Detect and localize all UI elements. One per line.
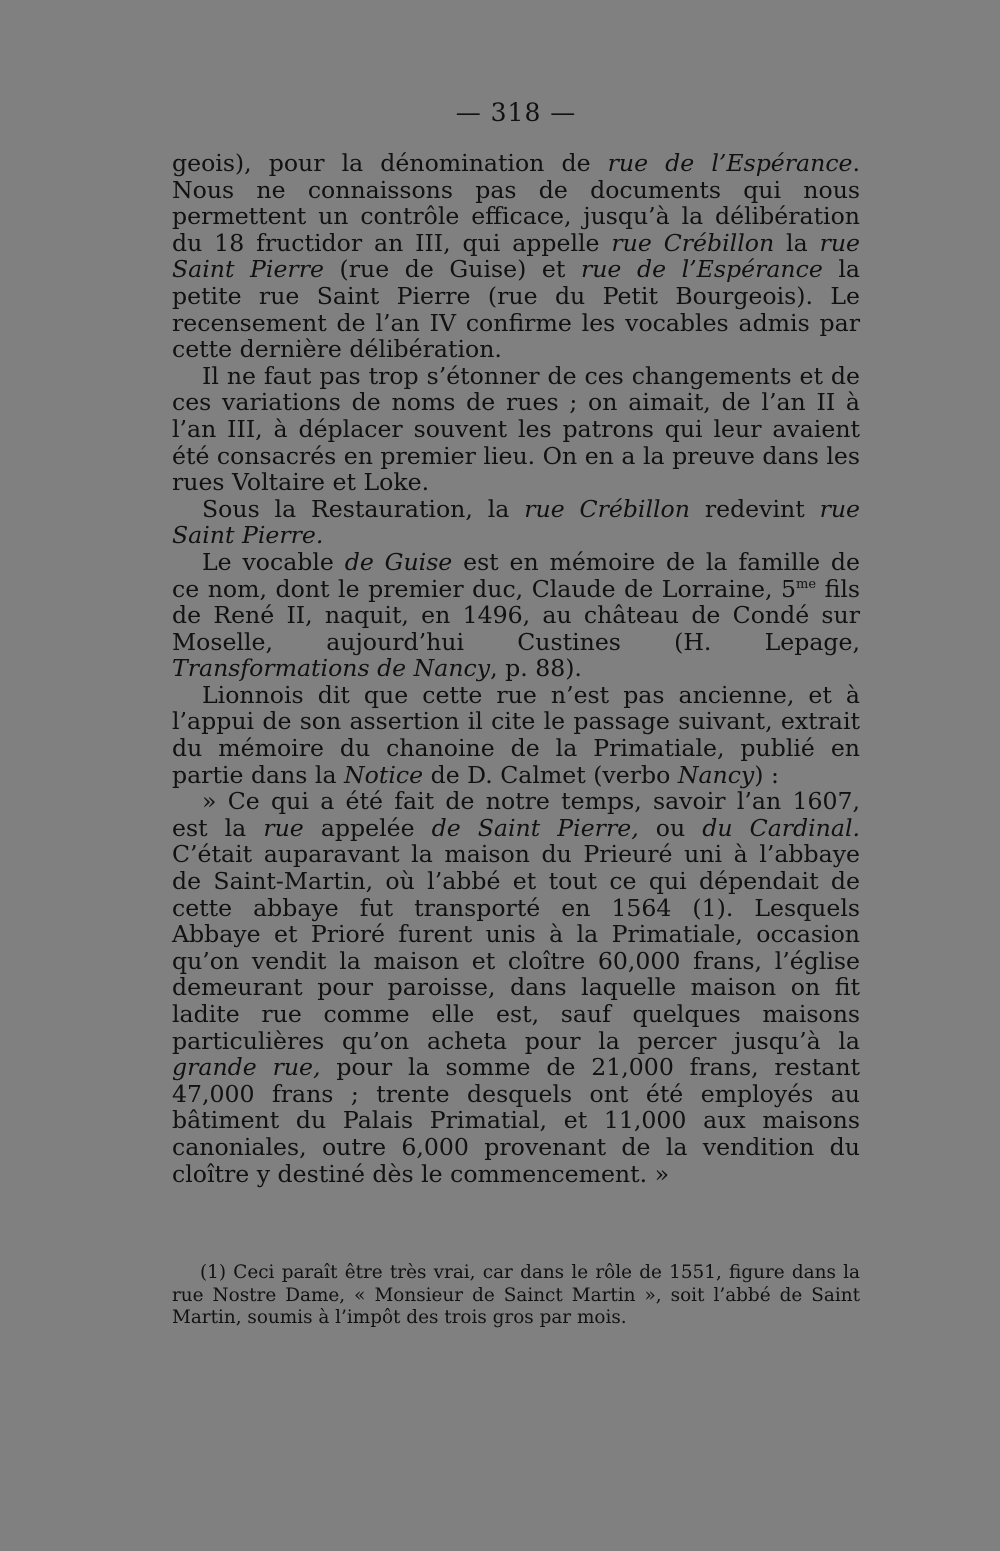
book-page — [172, 0, 860, 1551]
footnote — [172, 1262, 860, 1330]
italic-text: Nancy — [677, 760, 755, 789]
italic-text: Transformations de Nancy — [172, 654, 491, 683]
italic-text: rue de l’Espérance — [580, 255, 823, 284]
italic-text: rue Saint Pierre — [172, 228, 860, 284]
italic-text: rue Saint Pierre. — [172, 494, 861, 550]
paragraph: Sous la Restauration, la rue Crébillon redevint rue Saint Pierre. — [172, 494, 861, 550]
italic-text: de Guise — [344, 547, 453, 576]
paragraph: Il ne faut pas trop s’étonner de ces changements et de ces variations de noms de rues ; on aimait, de l’an II à l’an III, à déplacer souvent les patrons qui leur avaient été consacrés en premier lieu. On en a la preuve dans les rues Voltaire et Loke. — [172, 361, 860, 497]
italic-text: de Saint Pierre, — [431, 813, 639, 842]
paragraph: Lionnois dit que cette rue n’est pas ancienne, et à l’appui de son assertion il cite le passage suivant, extrait du mémoire du chanoine de la Primatiale, publié en partie dans la Notice de D. Calmet (verbo Nancy) : — [172, 680, 860, 789]
italic-text: du Cardinal. — [702, 813, 860, 842]
italic-text: rue Crébillon — [611, 228, 775, 257]
italic-text: Notice — [344, 760, 424, 789]
italic-text: rue — [263, 813, 304, 842]
page-number: — 318 — — [455, 98, 577, 127]
paragraph: » Ce qui a été fait de notre temps, savoir l’an 1607, est la rue appelée de Saint Pierre, ou du Cardinal. C’était auparavant la maison du Prieuré uni à l’abbaye de Saint-Martin, où l’abbé et tout ce qui dépendait de cette abbaye fut transporté en 1564 (1). Lesquels Abbaye et Prioré furent unis à la Primatiale, occasion qu’on vendit la maison et cloître 60,000 frans, l’église demeurant pour paroisse, dans laquelle maison on fit ladite rue comme elle est, sauf quelques maisons particulières qu’on acheta pour la percer jusqu’à la grande rue, pour la somme de 21,000 frans, restant 47,000 frans ; trente desquels ont été employés au bâtiment du Palais Primatial, et 11,000 aux maisons canoniales, outre 6,000 provenant de la vendition du cloître y destiné dès le commencement. » — [172, 787, 860, 1188]
body-text — [172, 150, 860, 1187]
paragraph: geois), pour la dénomination de rue de l’Espérance. Nous ne connaissons pas de documents qui nous permettent un contrôle efficace, jusqu’à la délibération du 18 fructidor an III, qui appelle rue Crébillon la rue Saint Pierre (rue de Guise) et rue de l’Espérance la petite rue Saint Pierre (rue du Petit Bourgeois). Le recensement de l’an IV confirme les vocables admis par cette dernière délibération. — [172, 149, 861, 364]
paragraph: Le vocable de Guise est en mémoire de la famille de ce nom, dont le premier duc, Claude de Lorraine, $5^{me}$ fils de René II, naquit, en 1496, au château de Condé sur Moselle, aujourd’hui Custines (H. Lepage, Transformations de Nancy, p. 88). — [172, 547, 860, 683]
italic-text: rue Crébillon — [524, 494, 690, 523]
italic-text: grande rue, — [172, 1053, 321, 1082]
footnote-text: (1) Ceci paraît être très vrai, car dans le rôle de 1551, figure dans la rue Nostre Dame, « Monsieur de Sainct Martin », soit l’abbé de Saint Martin, soumis à l’impôt des trois gros par mois. — [172, 1262, 860, 1329]
italic-text: rue de l’Espérance — [607, 149, 853, 177]
superscript-text: me — [796, 576, 817, 592]
